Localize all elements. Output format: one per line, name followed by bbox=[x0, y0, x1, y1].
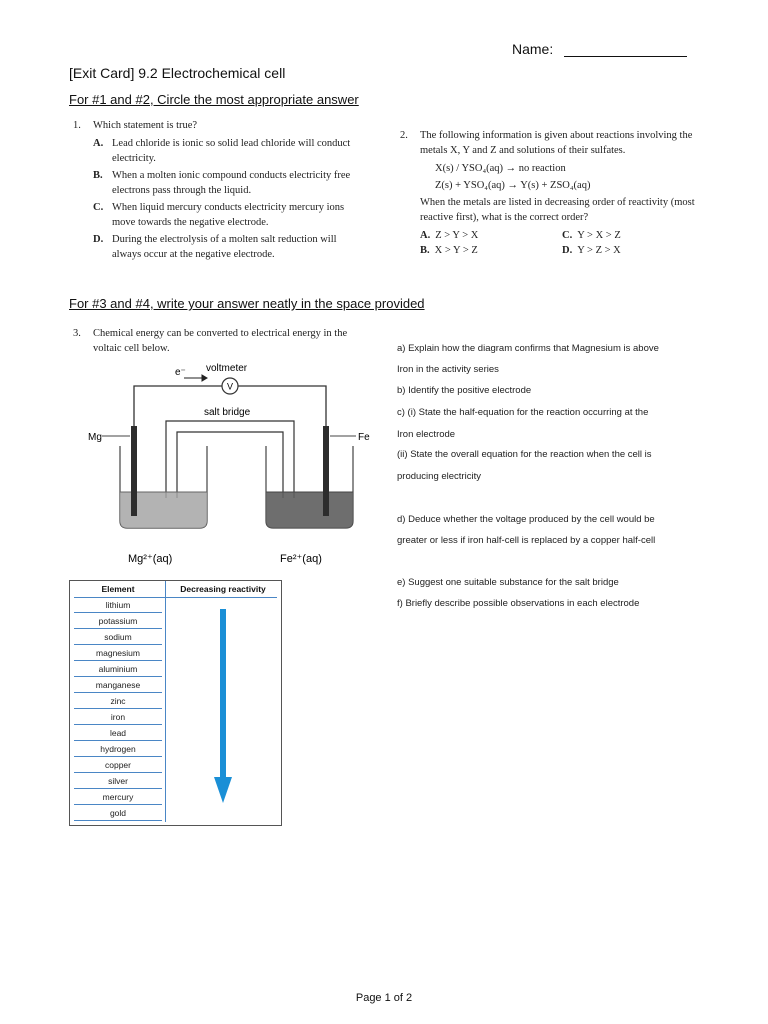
table-row: iron bbox=[74, 710, 162, 725]
salt-bridge-label: salt bridge bbox=[204, 407, 251, 418]
q1-option-c[interactable] bbox=[93, 200, 373, 230]
table-row: potassium bbox=[74, 614, 162, 629]
question-3cii-line1: (ii) State the overall equation for the reaction when the cell is bbox=[397, 449, 652, 460]
question-3c-line2: Iron electrode bbox=[397, 429, 456, 440]
table-header-element: Element bbox=[101, 584, 135, 594]
option-text: Lead chloride is ionic so solid lead chloride will conduct electricity. bbox=[112, 138, 351, 164]
option-letter: B. bbox=[420, 245, 430, 256]
q1-stem: Which statement is true? bbox=[93, 120, 198, 131]
question-3d-line1: d) Deduce whether the voltage produced by the cell would be bbox=[397, 514, 655, 525]
option-text: X > Y > Z bbox=[434, 245, 478, 256]
table-row: lead bbox=[74, 726, 162, 741]
question-1 bbox=[73, 118, 373, 264]
name-label: Name: bbox=[512, 41, 554, 57]
q2-equation-1: X(s) / YSO₄(aq) → no reaction bbox=[435, 163, 566, 174]
page-title: [Exit Card] 9.2 Electrochemical cell bbox=[69, 65, 286, 81]
electron-arrow bbox=[184, 375, 207, 381]
question-3a-line2: Iron in the activity series bbox=[397, 364, 499, 375]
q2-question: When the metals are listed in decreasing order of reactivity (most reactive first), what is the correct order? bbox=[420, 197, 695, 223]
table-row: mercury bbox=[74, 790, 162, 805]
voltaic-cell-diagram bbox=[80, 358, 380, 578]
section-heading-mcq: For #1 and #2, Circle the most appropriate answer bbox=[69, 92, 359, 107]
option-letter: C. bbox=[93, 202, 104, 213]
option-text: When liquid mercury conducts electricity mercury ions move towards the negative electrode. bbox=[112, 202, 345, 228]
option-letter: A. bbox=[420, 230, 431, 241]
electron-label: e⁻ bbox=[175, 367, 186, 378]
q2-stem: The following information is given about reactions involving the metals X, Y and Z and solutions of their sulfates. bbox=[420, 130, 693, 156]
voltmeter-symbol: V bbox=[226, 381, 234, 392]
option-text: Y > Z > X bbox=[577, 245, 621, 256]
voltmeter-label: voltmeter bbox=[206, 363, 248, 374]
question-3b: b) Identify the positive electrode bbox=[397, 385, 532, 396]
table-header-reactivity: Decreasing reactivity bbox=[180, 584, 266, 594]
option-text: Z > Y > X bbox=[435, 230, 479, 241]
q1-number: 1. bbox=[73, 120, 81, 131]
table-row: lithium bbox=[74, 598, 162, 613]
option-text: Y > X > Z bbox=[577, 230, 621, 241]
table-row: sodium bbox=[74, 630, 162, 645]
table-row: copper bbox=[74, 758, 162, 773]
page-footer: Page 1 of 2 bbox=[355, 992, 413, 1004]
mg-label: Mg bbox=[88, 432, 102, 443]
question-3d-line2: greater or less if iron half-cell is replaced by a copper half-cell bbox=[397, 535, 656, 546]
q1-option-d[interactable] bbox=[93, 232, 373, 262]
table-row: aluminium bbox=[74, 662, 162, 677]
table-row: hydrogen bbox=[74, 742, 162, 757]
salt-bridge bbox=[166, 421, 294, 498]
table-row: manganese bbox=[74, 678, 162, 693]
q2-number: 2. bbox=[400, 130, 408, 141]
question-2 bbox=[400, 128, 705, 258]
question-3a-line1: a) Explain how the diagram confirms that Magnesium is above bbox=[397, 343, 659, 354]
mg-electrode bbox=[131, 426, 137, 516]
fe-solution-label: Fe²⁺(aq) bbox=[280, 553, 322, 565]
reactivity-series-table bbox=[69, 580, 282, 826]
table-row: zinc bbox=[74, 694, 162, 709]
option-letter: B. bbox=[93, 170, 103, 181]
mg-solution-label: Mg²⁺(aq) bbox=[128, 553, 173, 565]
question-3cii-line2: producing electricity bbox=[397, 471, 481, 482]
beaker-right bbox=[266, 446, 353, 528]
table-row: silver bbox=[74, 774, 162, 789]
q3-number: 3. bbox=[73, 328, 81, 339]
table-row: gold bbox=[74, 806, 162, 821]
q2-option-c[interactable] bbox=[562, 228, 704, 243]
decreasing-arrow bbox=[210, 609, 236, 805]
option-text: During the electrolysis of a molten salt reduction will always occur at the negative electrode. bbox=[112, 234, 337, 260]
q2-option-a[interactable] bbox=[420, 228, 562, 243]
question-3f: f) Briefly describe possible observations in each electrode bbox=[397, 598, 640, 609]
section-heading-written: For #3 and #4, write your answer neatly in the space provided bbox=[69, 296, 425, 311]
q2-option-d[interactable] bbox=[562, 243, 704, 258]
table-row: magnesium bbox=[74, 646, 162, 661]
option-letter: A. bbox=[93, 138, 104, 149]
q2-option-b[interactable] bbox=[420, 243, 562, 258]
question-3 bbox=[73, 326, 373, 356]
fe-electrode bbox=[323, 426, 329, 516]
name-field[interactable] bbox=[564, 56, 687, 57]
option-text: When a molten ionic compound conducts electricity free electrons pass through the liquid. bbox=[112, 170, 351, 196]
option-letter: D. bbox=[93, 234, 104, 245]
fe-label: Fe bbox=[358, 432, 370, 443]
q2-answers bbox=[420, 228, 705, 258]
q1-option-b[interactable] bbox=[93, 168, 373, 198]
q2-equation-2: Z(s) + YSO₄(aq) → Y(s) + ZSO₄(aq) bbox=[435, 180, 591, 191]
q1-option-a[interactable] bbox=[93, 136, 373, 166]
question-3e: e) Suggest one suitable substance for the salt bridge bbox=[397, 577, 619, 588]
option-letter: D. bbox=[562, 245, 573, 256]
q3-stem: Chemical energy can be converted to electrical energy in the voltaic cell below. bbox=[93, 328, 348, 354]
question-3c-line1: c) (i) State the half-equation for the reaction occurring at the bbox=[397, 407, 649, 418]
option-letter: C. bbox=[562, 230, 573, 241]
